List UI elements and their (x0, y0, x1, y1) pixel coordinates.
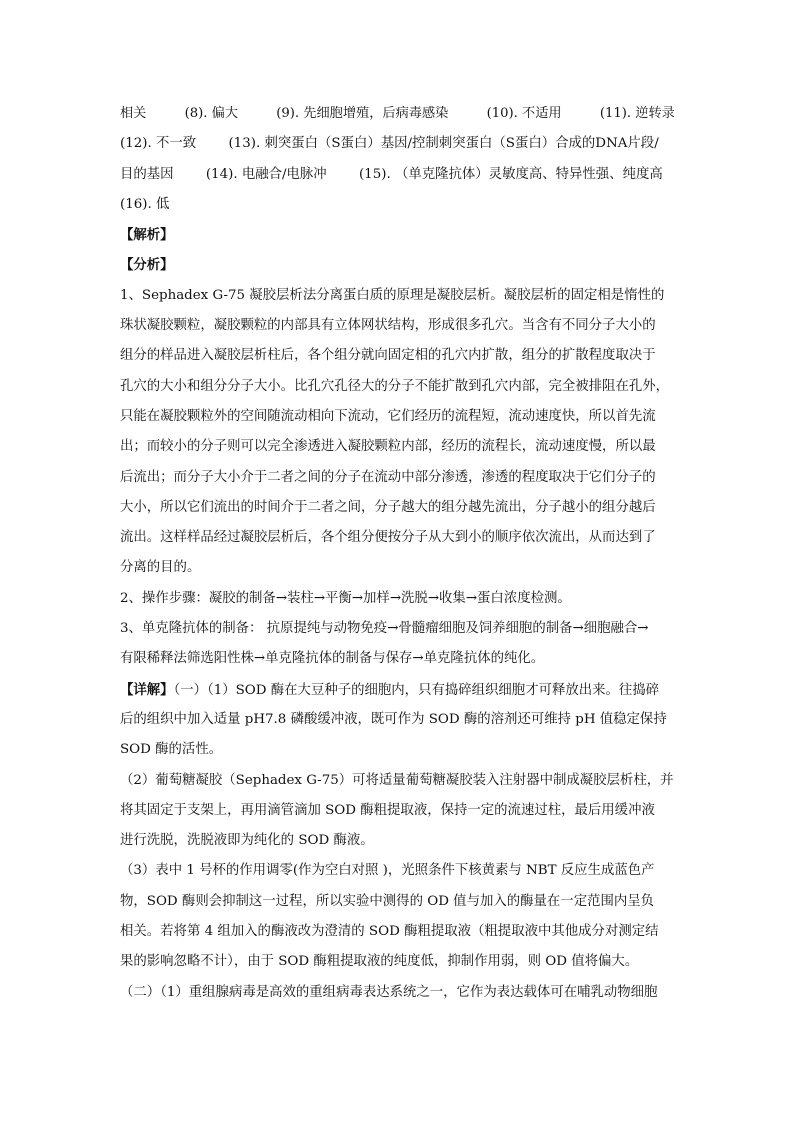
answer-item: (14). 电融合/电脉冲 (205, 166, 327, 182)
analysis-line: 出；而较小的分子则可以完全渗透进入凝胶颗粒内部，经历的流程长，流动速度慢，所以最 (120, 439, 656, 455)
answer-item: (10). 不适用 (486, 106, 562, 121)
analysis-line: 珠状凝胶颗粒，凝胶颗粒的内部具有立体网状结构，形成很多孔穴。当含有不同分子大小的 (120, 318, 656, 334)
detail-line: 将其固定于支架上，再用滴管滴加 SOD 酶粗提取液，保持一定的流速过柱，最后用缓冲液 (120, 802, 655, 818)
detail-line: 后的组织中加入适量 pH7.8 磷酸缓冲液，既可作为 SOD 酶的溶剂还可维持 pH 值稳定保持 (120, 711, 667, 727)
detail-line: （二）（1）重组腺病毒是高效的重组病毒表达系统之一，它作为表达载体可在哺乳动物细胞 (120, 984, 658, 1000)
analysis-line: 1、Sephadex G-75 凝胶层析法分离蛋白质的原理是凝胶层析。凝胶层析的固定相是惰性的 (120, 287, 665, 303)
section-heading: 【详解】 (120, 681, 174, 698)
analysis-line: 大小，所以它们流出的时间介于二者之间，分子越大的组分越先流出，分子越小的组分越后 (120, 499, 656, 515)
answer-item: (13). 刺突蛋白（S蛋白）基因/控制刺突蛋白（S蛋白）合成的DNA片段/ (228, 136, 659, 152)
detail-first-line (120, 675, 676, 705)
answer-line-2 (120, 129, 676, 159)
detail-line: SOD 酶的活性。 (120, 742, 223, 758)
document-body (120, 99, 676, 1008)
analysis-line: 只能在凝胶颗粒外的空间随流动相向下流动，它们经历的流程短，流动速度快，所以首先流 (120, 408, 656, 424)
heading-jiexi (120, 220, 676, 250)
answer-line-3 (120, 160, 676, 190)
section-heading: 【分析】 (120, 257, 174, 274)
answer-line-1 (120, 99, 676, 129)
analysis-line: 3、单克隆抗体的制备： 抗原提纯与动物免疫→骨髓瘤细胞及饲养细胞的制备→细胞融合→ (120, 621, 649, 637)
analysis-line: 有限稀释法筛选阳性株→单克隆抗体的制备与保存→单克隆抗体的纯化。 (120, 651, 545, 667)
section-heading: 【解析】 (120, 227, 174, 244)
answer-item: (16). 低 (120, 196, 170, 212)
detail-line: 果的影响忽略不计），由于 SOD 酶粗提取液的纯度低，抑制作用弱，则 OD 值将偏大。 (120, 954, 639, 970)
analysis-line: 后流出；而分子大小介于二者之间的分子在流动中部分渗透，渗透的程度取决于它们分子的 (120, 469, 656, 485)
analysis-line: 2、操作步骤：凝胶的制备→装柱→平衡→加样→洗脱→收集→蛋白浓度检测。 (120, 590, 571, 606)
answer-item: (15). （单克隆抗体）灵敏度高、特异性强、纯度高 (358, 166, 663, 182)
answer-item: 目的基因 (120, 166, 174, 182)
analysis-line: 孔穴的大小和组分分子大小。比孔穴孔径大的分子不能扩散到孔穴内部，完全被排阻在孔外， (120, 378, 670, 394)
answer-item: (11). 逆转录 (599, 106, 675, 121)
detail-line: 物，SOD 酶则会抑制这一过程，所以实验中测得的 OD 值与加入的酶量在一定范围内呈负 (120, 893, 655, 909)
detail-line: （3）表中 1 号杯的作用调零(作为空白对照 )，光照条件下核黄素与 NBT 反应生成蓝色产 (120, 863, 655, 879)
detail-line: （2）葡萄糖凝胶（Sephadex G-75）可将适量葡萄糖凝胶装入注射器中制成凝胶层析柱，并 (120, 772, 674, 788)
analysis-line: 组分的样品进入凝胶层析柱后，各个组分就向固定相的孔穴内扩散，组分的扩散程度取决于 (120, 348, 656, 364)
answer-line-4 (120, 190, 676, 220)
detail-line: 进行洗脱，洗脱液即为纯化的 SOD 酶液。 (120, 833, 374, 849)
detail-text: （一）（1）SOD 酶在大豆种子的细胞内，只有捣碎组织细胞才可释放出来。往捣碎 (173, 682, 660, 698)
detail-line: 相关。若将第 4 组加入的酶液改为澄清的 SOD 酶粗提取液（粗提取液中其他成分对测定结 (120, 924, 659, 940)
answer-item: (12). 不一致 (120, 136, 197, 152)
analysis-line: 流出。这样样品经过凝胶层析后，各个组分便按分子从大到小的顺序依次流出，从而达到了 (120, 530, 656, 546)
answer-item: (8). 偏大 (184, 106, 239, 121)
heading-fenxi (120, 250, 676, 280)
answer-item: 相关 (120, 106, 147, 121)
analysis-line: 分离的目的。 (120, 560, 201, 576)
answer-item: (9). 先细胞增殖，后病毒感染 (276, 106, 449, 121)
